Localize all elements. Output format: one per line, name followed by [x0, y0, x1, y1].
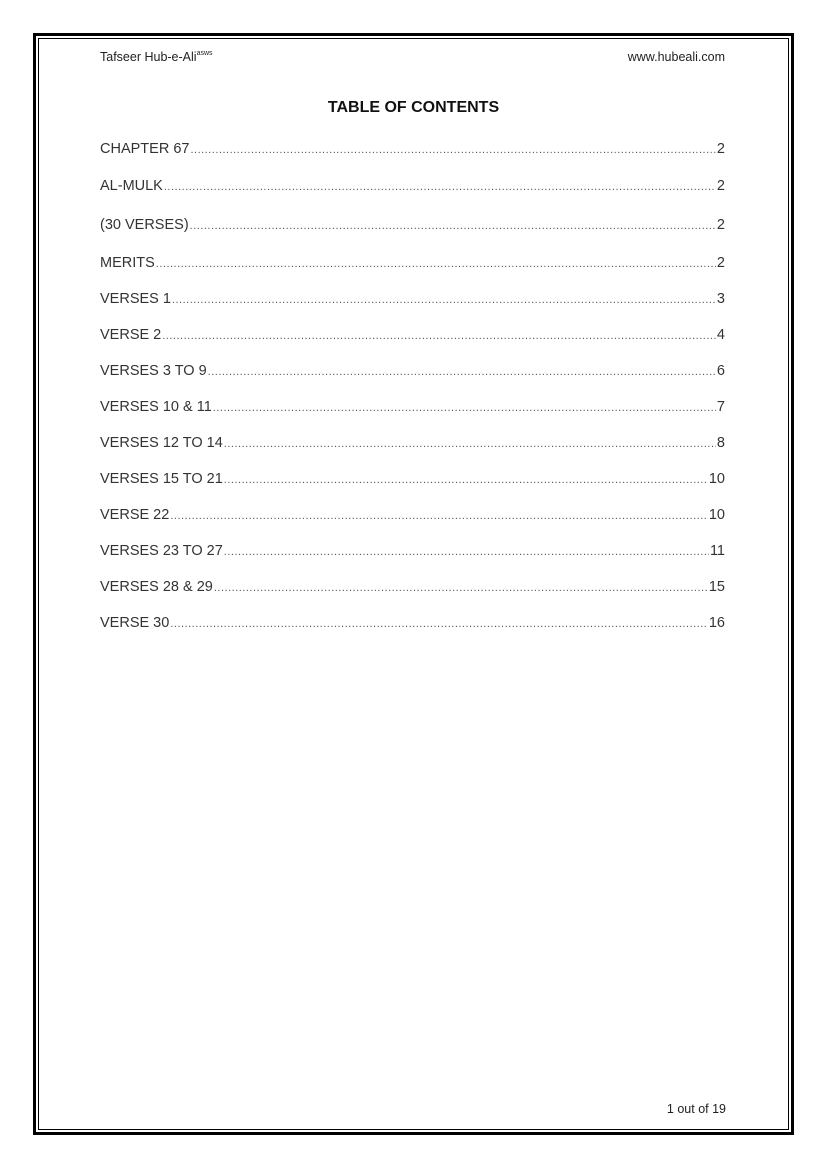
toc-entry-page: 15: [708, 579, 725, 595]
toc-entry-label: VERSE 2: [100, 327, 162, 343]
toc-entry-page: 6: [716, 363, 725, 379]
toc-entry-verses-10-11[interactable]: [100, 397, 725, 417]
toc-entry-verses-28-29[interactable]: [100, 577, 725, 597]
toc-entry-page: 10: [708, 507, 725, 523]
toc-entry-verses-15-to-21[interactable]: [100, 469, 725, 489]
toc-entry-verses-3-to-9[interactable]: [100, 361, 725, 381]
toc-entry-label: VERSE 30: [100, 615, 170, 631]
toc-entry-label: VERSES 28 & 29: [100, 579, 213, 595]
toc-entry-verses-12-to-14[interactable]: [100, 433, 725, 453]
footer-page-indicator: 1 out of 19: [666, 1102, 726, 1116]
toc-title: TABLE OF CONTENTS: [327, 99, 500, 116]
toc-entry-label: VERSES 3 TO 9: [100, 363, 207, 379]
toc-entry-page: 3: [716, 291, 725, 307]
toc-leader-dots: [224, 542, 709, 562]
header-title-superscript: asws: [196, 49, 213, 57]
toc-leader-dots: [224, 470, 708, 490]
toc-entry-verse-22[interactable]: [100, 505, 725, 525]
toc-entry-verse-2[interactable]: [100, 325, 725, 345]
toc-entry-page: 16: [708, 615, 725, 631]
toc-entry-page: 8: [716, 435, 725, 451]
toc-leader-dots: [172, 290, 716, 310]
toc-leader-dots: [213, 398, 716, 418]
toc-entry-label: VERSE 22: [100, 507, 170, 523]
toc-entry-al-mulk[interactable]: [100, 176, 725, 196]
toc-leader-dots: [170, 506, 708, 526]
toc-entry-label: MERITS: [100, 255, 155, 271]
toc-entry-label: VERSES 1: [100, 291, 171, 307]
toc-entry-page: 10: [708, 471, 725, 487]
toc-entry-page: 2: [716, 178, 725, 194]
toc-entry-label: CHAPTER 67: [100, 141, 190, 157]
toc-leader-dots: [164, 177, 716, 197]
toc-entry-page: 4: [716, 327, 725, 343]
toc-leader-dots: [190, 216, 716, 236]
toc-entry-merits[interactable]: [100, 253, 725, 273]
header-title: [100, 50, 213, 64]
toc-entry-label: VERSES 15 TO 21: [100, 471, 223, 487]
header-website[interactable]: www.hubeali.com: [627, 50, 725, 64]
toc-entry-page: 11: [709, 543, 725, 559]
toc-entry-page: 2: [716, 217, 725, 233]
toc-entry-30-verses[interactable]: [100, 215, 725, 235]
toc-leader-dots: [162, 326, 716, 346]
toc-leader-dots: [170, 614, 708, 634]
toc-leader-dots: [224, 434, 716, 454]
toc-leader-dots: [190, 140, 715, 160]
toc-entry-label: VERSES 10 & 11: [100, 399, 212, 415]
toc-entry-verse-30[interactable]: [100, 613, 725, 633]
toc-leader-dots: [208, 362, 716, 382]
toc-entry-verses-1[interactable]: [100, 289, 725, 309]
toc-entry-page: 7: [716, 399, 725, 415]
toc-entry-chapter-67[interactable]: [100, 139, 725, 159]
toc-entry-label: AL-MULK: [100, 178, 163, 194]
toc-entry-label: VERSES 12 TO 14: [100, 435, 223, 451]
header-title-text: Tafseer Hub-e-Ali: [100, 50, 197, 64]
toc-entry-label: VERSES 23 TO 27: [100, 543, 223, 559]
toc-entry-label: (30 VERSES): [100, 217, 189, 233]
toc-leader-dots: [156, 254, 716, 274]
toc-entry-page: 2: [716, 141, 725, 157]
toc-entry-page: 2: [716, 255, 725, 271]
toc-entry-verses-23-to-27[interactable]: [100, 541, 725, 561]
toc-leader-dots: [214, 578, 708, 598]
